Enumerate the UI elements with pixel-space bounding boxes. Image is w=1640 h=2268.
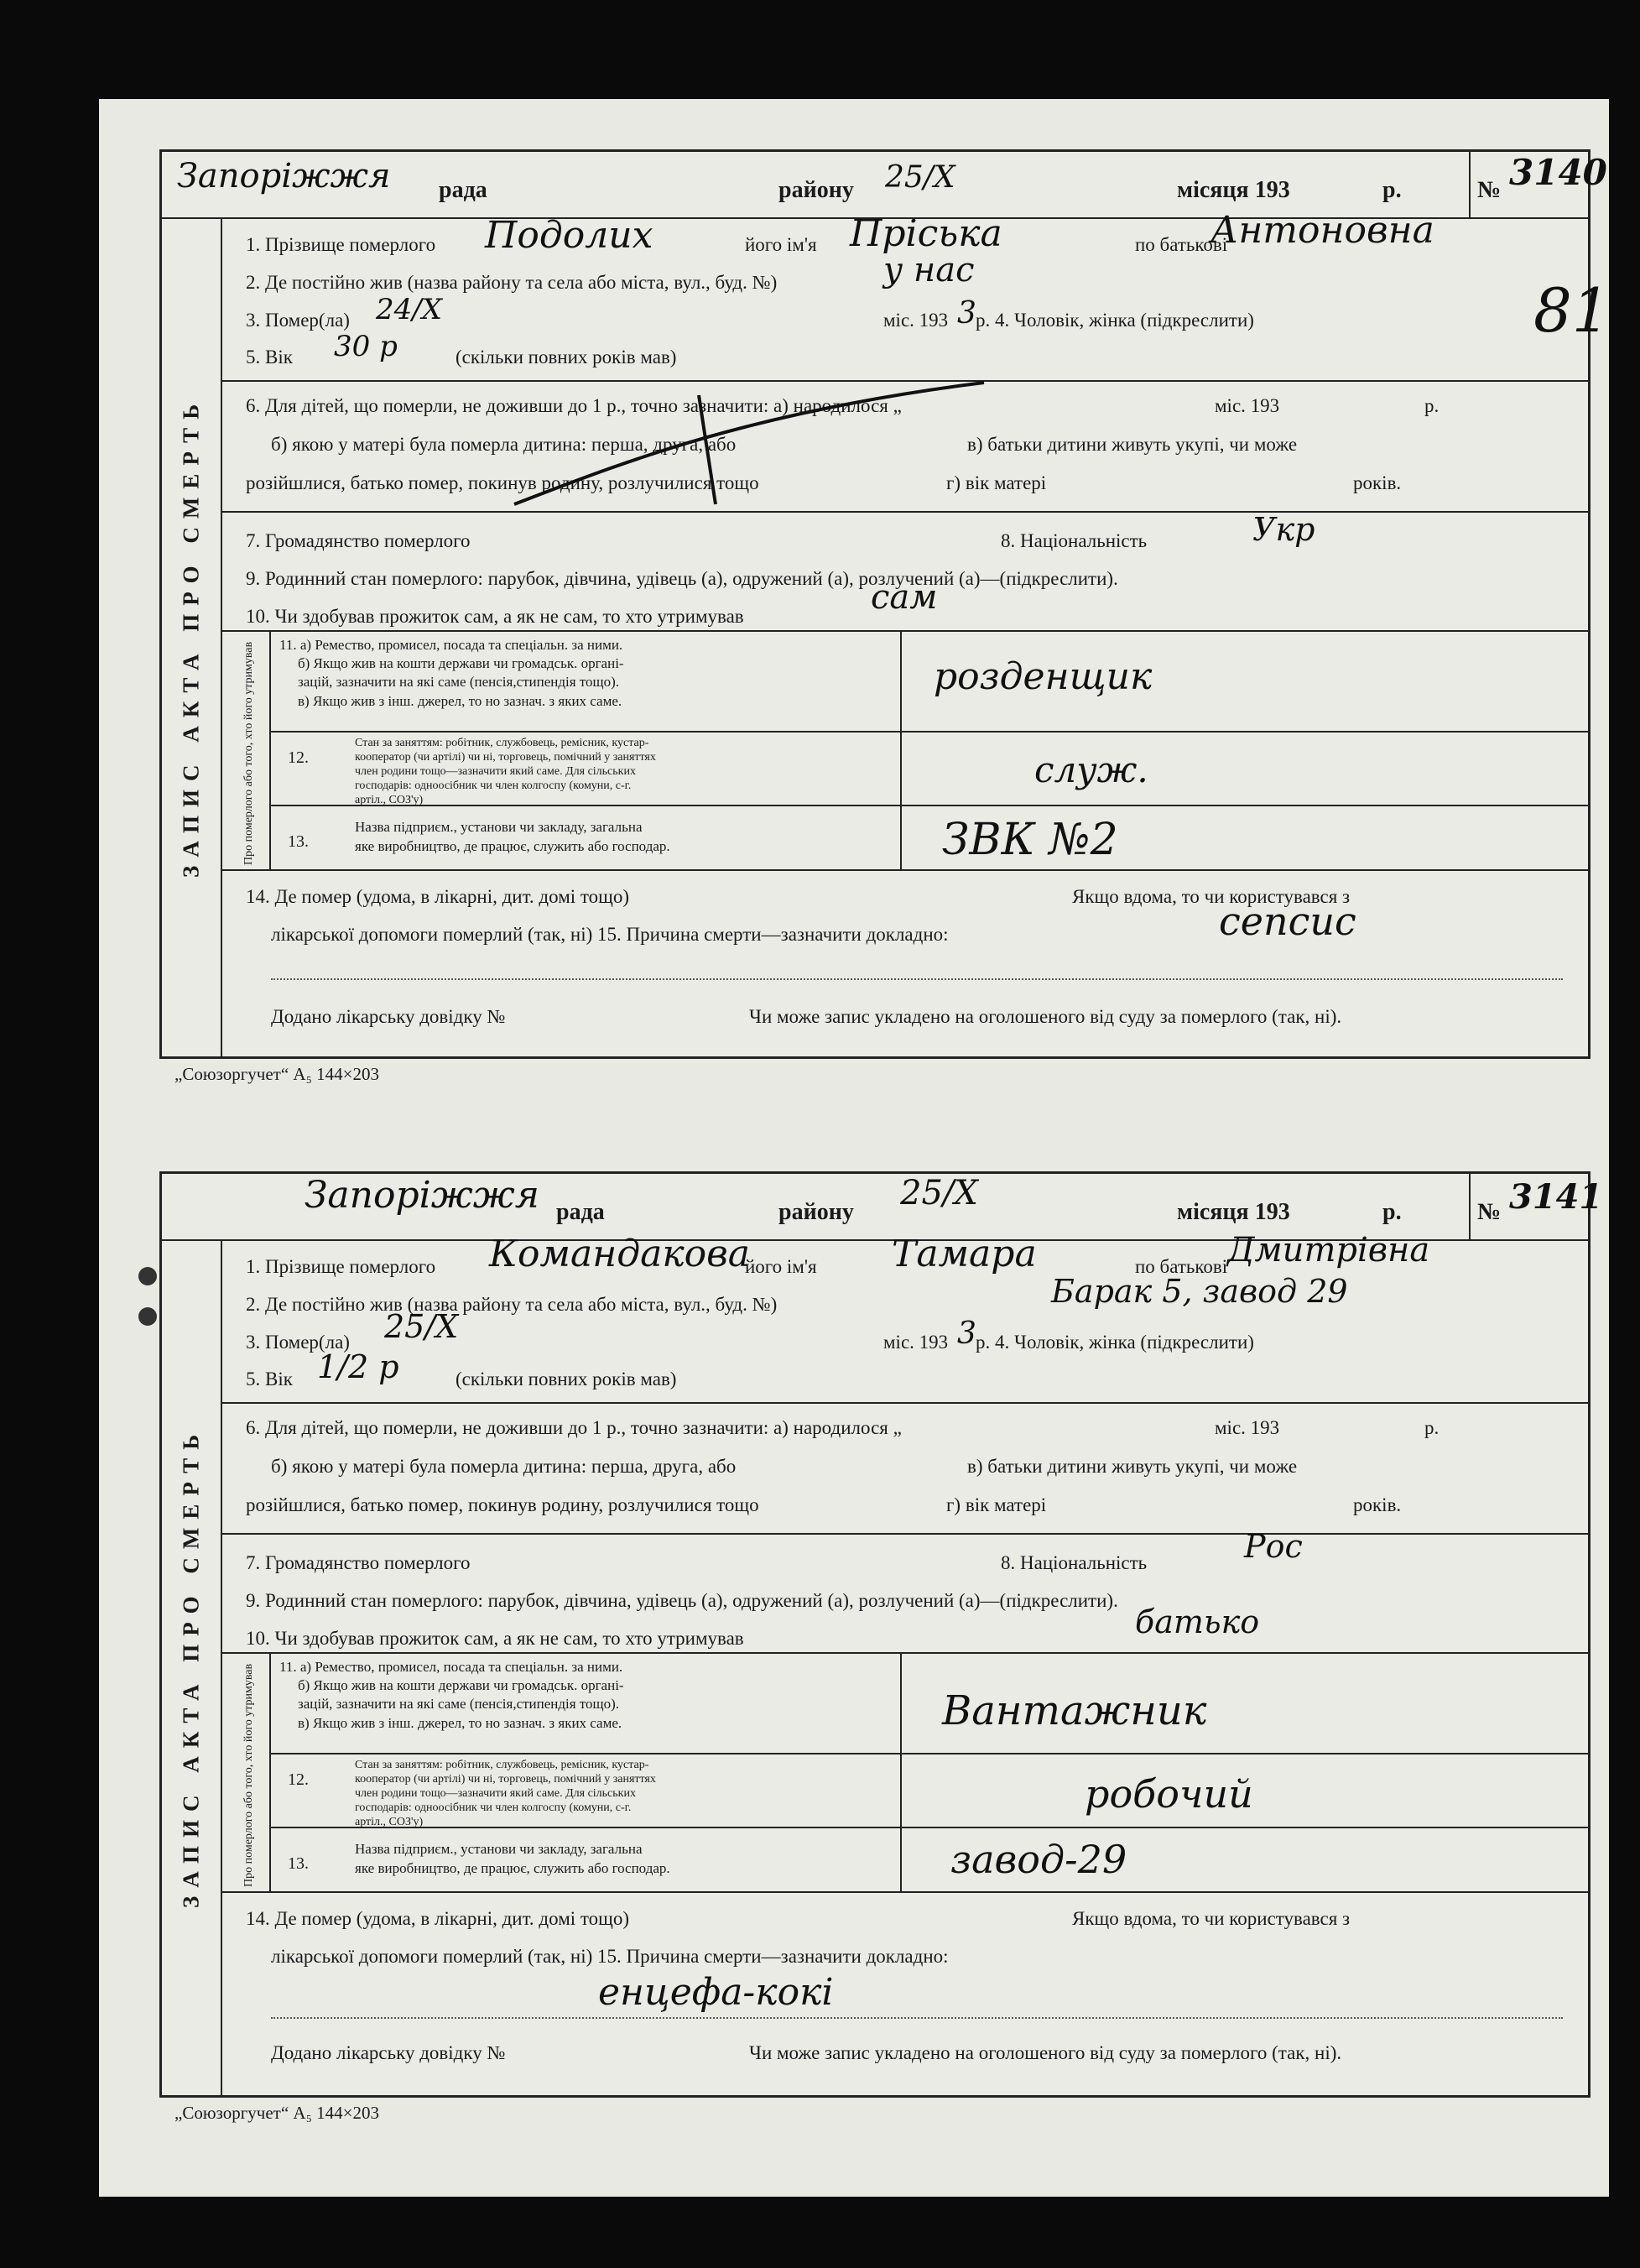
hw-year: 3 <box>957 1316 976 1351</box>
field-13-line1: Назва підприєм., установи чи закладу, загальна <box>355 819 643 835</box>
field-11v: в) Якщо жив з інш. джерел, то но зазнач. з яких саме. <box>298 1715 622 1731</box>
hw-died: 25/X <box>384 1308 459 1345</box>
field-8-nationality: 8. Національність <box>1001 530 1148 551</box>
field-3-month: міс. 193 <box>883 310 949 331</box>
field-1-surname: 1. Прізвище померлого <box>246 1256 436 1277</box>
field-6g: г) вік матері <box>946 472 1047 493</box>
field-16-court: Чи може запис укладено на оголошеного від суду за померлого (так, ні). <box>749 1006 1342 1027</box>
hw-name: Пріська <box>850 212 1002 255</box>
field-1-patronymic: по батькові <box>1135 1256 1228 1277</box>
field-1-name: його ім'я <box>745 234 817 255</box>
field-1-name: його ім'я <box>745 1256 817 1277</box>
hw-rada: Запоріжжя <box>305 1174 539 1217</box>
hw-surname: Подолих <box>485 214 653 257</box>
hw-age: 1/2 р <box>317 1348 399 1385</box>
hw-nationality: Укр <box>1252 511 1315 548</box>
field-12-line2: кооператор (чи артілі) чи ні, торговець, помічний у заняттях <box>355 1773 656 1786</box>
field-12-line3: член родини тощо—зазначити який саме. Для сільських <box>355 765 636 778</box>
field-1-surname: 1. Прізвище померлого <box>246 234 436 255</box>
field-11a: 11. а) Ремество, промисел, посада та спеціальн. за ними. <box>279 1659 623 1675</box>
field-11b: б) Якщо жив на кошти держави чи громадськ. органі- <box>298 655 624 671</box>
field-6v: в) батьки дитини живуть укупі, чи може <box>967 434 1298 455</box>
label-r: р. <box>1382 1199 1402 1225</box>
side-title-text: ЗАПИС АКТА ПРО СМЕРТЬ <box>178 395 204 879</box>
field-12-line4: господарів: одноосібник чи член колгоспу (комуни, с-г. <box>355 1801 632 1814</box>
field-12-line2: кооператор (чи артілі) чи ні, торговець, помічний у заняттях <box>355 751 656 764</box>
number-box <box>1469 1174 1603 1239</box>
field-13-line2: яке виробництво, де працює, служить або господар. <box>355 1860 670 1876</box>
field-5-note: (скільки повних років мав) <box>456 1369 677 1389</box>
hw-patronymic: Дмитрівна <box>1227 1231 1430 1270</box>
field-13-num: 13. <box>288 832 309 851</box>
field-6g-years: років. <box>1353 1494 1402 1515</box>
field-11b-cont: зацій, зазначити на які саме (пенсія,стипендія тощо). <box>298 674 620 690</box>
field-2-residence: 2. Де постійно жив (назва району та села або міста, вул., буд. №) <box>246 272 778 293</box>
label-r: р. <box>1382 177 1402 203</box>
side-title <box>162 1239 222 2095</box>
hw-number: 3140 <box>1509 152 1607 193</box>
field-14-place: 14. Де помер (удома, в лікарні, дит. домі тощо) <box>246 886 630 907</box>
hw-died: 24/X <box>376 293 442 326</box>
field-6b: б) якою у матері була померла дитина: перша, друга, або <box>271 434 737 455</box>
field-15-cause: лікарської допомоги померлий (так, ні) 15. Причина смерти—зазначити докладно: <box>271 924 949 945</box>
hw-patronymic: Антоновна <box>1210 209 1434 252</box>
field-6v: в) батьки дитини живуть укупі, чи може <box>967 1456 1298 1477</box>
field-6g-years: років. <box>1353 472 1402 493</box>
label-rayonu: району <box>778 1199 854 1225</box>
label-no: № <box>1477 177 1502 203</box>
field-10-support: 10. Чи здобував прожиток сам, а як не сам, то хто утримував <box>246 606 744 627</box>
hw-occupation: розденщик <box>934 655 1153 698</box>
hw-cause: енцефа-кокі <box>598 1971 834 2014</box>
label-rada: рада <box>556 1199 605 1225</box>
field-6c: розійшлися, батько помер, покинув родину, розлучилися тощо <box>246 472 759 493</box>
field-14-home: Якщо вдома, то чи користувався з <box>1072 1908 1351 1929</box>
field-6a-year: р. <box>1424 395 1440 416</box>
hw-support: сам <box>871 578 938 617</box>
label-rada: рада <box>439 177 487 203</box>
hw-workplace: ЗВК №2 <box>942 815 1118 865</box>
field-11v: в) Якщо жив з інш. джерел, то но зазнач. з яких саме. <box>298 693 622 709</box>
hw-workplace: завод-29 <box>950 1837 1127 1882</box>
field-6a: 6. Для дітей, що померли, не доживши до 1 р., точно зазначити: а) народилося „ <box>246 1417 902 1438</box>
number-box <box>1469 152 1607 217</box>
field-12-line1: Стан за заняттям: робітник, службовець, ремісник, кустар- <box>355 737 649 749</box>
hw-date: 25/X <box>885 160 955 195</box>
field-6a-year: р. <box>1424 1417 1440 1438</box>
field-1-patronymic: по батькові <box>1135 234 1228 255</box>
field-11a: 11. а) Ремество, промисел, посада та спеціальн. за ними. <box>279 637 623 653</box>
death-record-card-2 <box>159 1171 1603 2098</box>
punch-hole <box>138 1267 157 1285</box>
side-title <box>162 217 222 1056</box>
field-12-line3: член родини тощо—зазначити який саме. Для сільських <box>355 1787 636 1800</box>
field-9-marital: 9. Родинний стан померлого: парубок, дівчина, удівець (а), одружений (а), розлучений (а)—(підкреслити). <box>246 568 1118 589</box>
footer-1: „Союзоргучет“ А₅ 144×203 <box>174 1064 380 1084</box>
hw-year: 3 <box>957 296 976 331</box>
label-rayonu: району <box>778 177 854 203</box>
field-5-age: 5. Вік <box>246 347 293 368</box>
hw-number: 3141 <box>1509 1177 1603 1217</box>
field-15-cause: лікарської допомоги померлий (так, ні) 15. Причина смерти—зазначити докладно: <box>271 1946 949 1967</box>
field-6a-month: міс. 193 <box>1215 395 1280 416</box>
hw-address: у нас <box>883 251 975 289</box>
field-4-sex: р. 4. Чоловік, жінка (підкреслити) <box>976 1332 1254 1353</box>
hw-cause: сепсис <box>1219 899 1356 944</box>
field-16-court: Чи може запис укладено на оголошеного від суду за померлого (так, ні). <box>749 2042 1342 2063</box>
hw-support: батько <box>1135 1603 1260 1640</box>
field-8-nationality: 8. Національність <box>1001 1552 1148 1573</box>
field-3-month: міс. 193 <box>883 1332 949 1353</box>
field-9-marital: 9. Родинний стан померлого: парубок, дівчина, удівець (а), одружений (а), розлучений (а)—(підкреслити). <box>246 1590 1118 1611</box>
field-12-num: 12. <box>288 1770 309 1789</box>
field-7-citizenship: 7. Громадянство померлого <box>246 530 471 551</box>
field-7-citizenship: 7. Громадянство померлого <box>246 1552 471 1573</box>
rotated-label: Про померлого або того, хто його утримував <box>242 641 255 865</box>
field-12-line1: Стан за заняттям: робітник, службовець, ремісник, кустар- <box>355 1759 649 1771</box>
field-4-sex: р. 4. Чоловік, жінка (підкреслити) <box>976 310 1254 331</box>
field-10-support: 10. Чи здобував прожиток сам, а як не сам, то хто утримував <box>246 1628 744 1649</box>
hw-occupation: Вантажник <box>942 1687 1207 1734</box>
field-14-home: Якщо вдома, то чи користувався з <box>1072 886 1351 907</box>
field-12-line4: господарів: одноосібник чи член колгоспу (комуни, с-г. <box>355 779 632 792</box>
field-14-place: 14. Де помер (удома, в лікарні, дит. домі тощо) <box>246 1908 630 1929</box>
margin-mark: 81 <box>1533 275 1611 346</box>
document-sheet <box>99 99 1609 2197</box>
field-11b: б) Якщо жив на кошти держави чи громадськ. органі- <box>298 1677 624 1693</box>
field-6g: г) вік матері <box>946 1494 1047 1515</box>
field-5-age: 5. Вік <box>246 1369 293 1389</box>
field-11b-cont: зацій, зазначити на які саме (пенсія,стипендія тощо). <box>298 1696 620 1712</box>
field-6b: б) якою у матері була померла дитина: перша, друга, або <box>271 1456 737 1477</box>
field-3-died: 3. Помер(ла) <box>246 310 350 331</box>
hw-nationality: Рос <box>1244 1528 1303 1565</box>
death-record-card-1 <box>159 149 1607 1059</box>
hw-address: Барак 5, завод 29 <box>1051 1273 1348 1310</box>
hw-rada: Запоріжжя <box>177 157 391 196</box>
field-13-num: 13. <box>288 1854 309 1873</box>
label-month: місяця 193 <box>1177 1199 1290 1225</box>
label-month: місяця 193 <box>1177 177 1290 203</box>
hw-status: робочий <box>1085 1771 1253 1817</box>
field-13-line2: яке виробництво, де працює, служить або господар. <box>355 838 670 854</box>
hw-status: служ. <box>1034 749 1148 790</box>
field-2-residence: 2. Де постійно жив (назва району та села або міста, вул., буд. №) <box>246 1294 778 1315</box>
side-title-text: ЗАПИС АКТА ПРО СМЕРТЬ <box>178 1426 204 1909</box>
field-12-line5: артіл., СОЗ'у) <box>355 794 424 806</box>
field-12-line5: артіл., СОЗ'у) <box>355 1816 424 1828</box>
punch-hole <box>138 1307 157 1326</box>
rotated-label: Про померлого або того, хто його утримував <box>242 1663 255 1887</box>
field-6a-month: міс. 193 <box>1215 1417 1280 1438</box>
field-13-line1: Назва підприєм., установи чи закладу, загальна <box>355 1841 643 1857</box>
field-6c: розійшлися, батько помер, покинув родину, розлучилися тощо <box>246 1494 759 1515</box>
field-12-num: 12. <box>288 748 309 767</box>
label-no: № <box>1477 1199 1502 1225</box>
strike-through-mark <box>497 378 1001 513</box>
field-16-cert: Додано лікарську довідку № <box>271 2042 506 2063</box>
field-5-note: (скільки повних років мав) <box>456 347 677 368</box>
field-6a: 6. Для дітей, що померли, не доживши до 1 р., точно зазначити: а) народилося „ <box>246 395 902 416</box>
hw-name: Тамара <box>892 1233 1037 1275</box>
field-16-cert: Додано лікарську довідку № <box>271 1006 506 1027</box>
hw-date: 25/X <box>900 1174 978 1212</box>
hw-surname: Командакова <box>489 1233 750 1275</box>
field-3-died: 3. Помер(ла) <box>246 1332 350 1353</box>
footer-2: „Союзоргучет“ А₅ 144×203 <box>174 2103 380 2123</box>
hw-age: 30 р <box>334 330 398 363</box>
